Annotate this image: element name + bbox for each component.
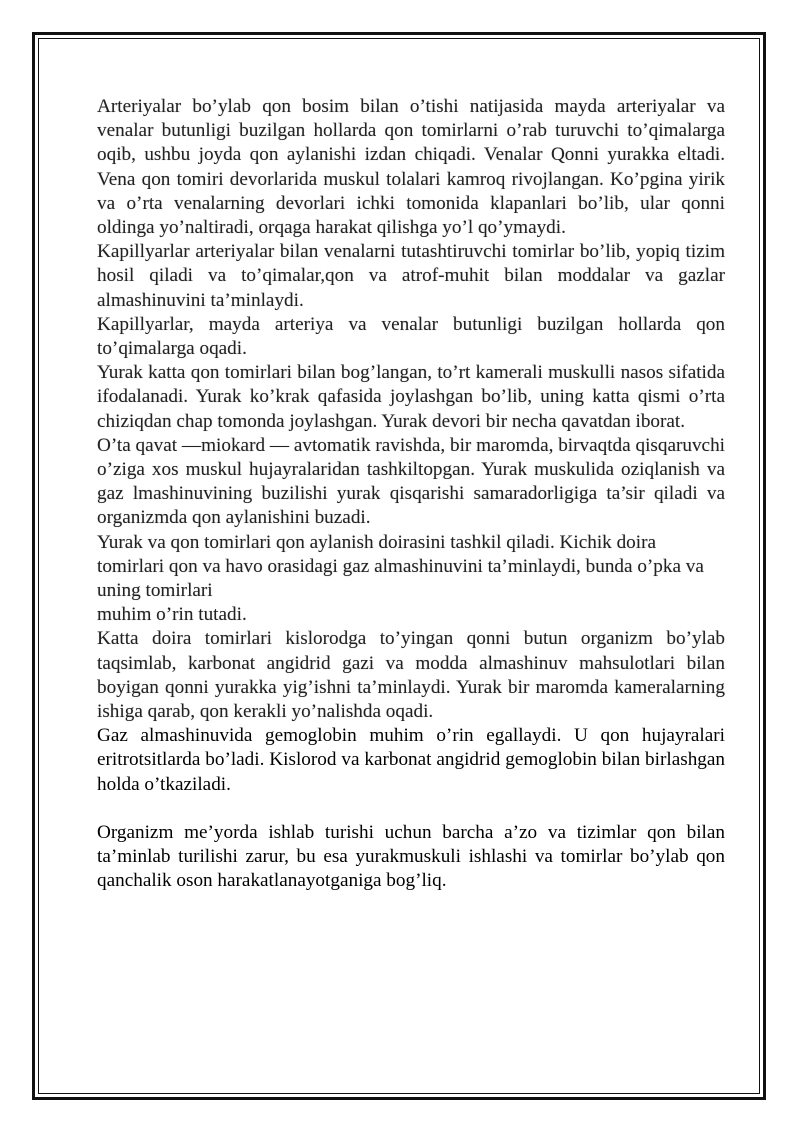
paragraph-small-circulation-end: muhim o’rin tutadi.	[97, 604, 247, 626]
paragraph-heart: Yurak katta qon tomirlari bilan bog’langan, to’rt kamerali muskulli nasos sifatida ifodalanadi. Yurak ko’krak qafasida joylashgan bo’lib, uning katta qismi o’rta chiziqdan chap tomonda joylashgan. Yurak devori bir necha qavatdan iborat.	[97, 362, 725, 432]
paragraph-small-circulation: Yurak va qon tomirlari qon aylanish doirasini tashkil qiladi. Kichik doira tomirlari qon va havo orasidagi gaz almashinuvini ta’minlaydi, bunda o’pka va uning tomirlari	[97, 531, 704, 602]
document-body	[97, 95, 725, 894]
paragraph-hemoglobin: Gaz almashinuvida gemoglobin muhim o’rin egallaydi. U qon hujayralari eritrotsitlarda bo’ladi. Kislorod va karbonat angidrid gemoglobin bilan birlashgan holda o’tkaziladi.	[97, 725, 725, 795]
paragraph-arteries-veins: Arteriyalar bo’ylab qon bosim bilan o’tishi natijasida mayda arteriyalar va venalar butunligi buzilgan hollarda qon tomirlarni o’rab turuvchi to’qimalarga oqib, ushbu joyda qon aylanishi izdan chiqadi. Venalar Qonni yurakka eltadi. Vena qon tomiri devorlarida muskul tolalari kamroq rivojlangan. Ko’pgina yirik va o’rta venalarning devorlari ichki tomonida klapanlari bo’lib, ular qonni oldinga yo’naltiradi, orqaga harakat qilishga yo’l qo’ymaydi.	[97, 96, 725, 239]
paragraph-capillaries-damage: Kapillyarlar, mayda arteriya va venalar butunligi buzilgan hollarda qon to’qimalarga oqadi.	[97, 313, 725, 360]
paragraph-capillaries: Kapillyarlar arteriyalar bilan venalarni tutashtiruvchi tomirlar bo’lib, yopiq tizim hosil qiladi va to’qimalar,qon va atrof-muhit bilan moddalar va gazlar almashinuvini ta’minlaydi.	[97, 241, 725, 311]
blank-line	[97, 797, 725, 821]
paragraph-organism: Organizm me’yorda ishlab turishi uchun barcha a’zo va tizimlar qon bilan ta’minlab turilishi zarur, bu esa yurakmuskuli ishlashi va tomirlar bo’ylab qon qanchalik oson harakatlanayotganiga bog’liq.	[97, 822, 725, 892]
paragraph-large-circulation: Katta doira tomirlari kislorodga to’yingan qonni butun organizm bo’ylab taqsimlab, karbonat angidrid gazi va modda almashinuv mahsulotlari bilan boyigan qonni yurakka yig’ishni ta’minlaydi. Yurak bir maromda kameralarning ishiga qarab, qon kerakli yo’nalishda oqadi.	[97, 628, 725, 723]
paragraph-myocardium: O’ta qavat —miokard — avtomatik ravishda, bir maromda, birvaqtda qisqaruvchi o’ziga xos muskul hujayralaridan tashkiltopgan. Yurak muskulida oziqlanish va gaz lmashinuvining buzilishi yurak qisqarishi samaradorligiga ta’sir qiladi va organizmda qon aylanishini buzadi.	[97, 434, 725, 529]
